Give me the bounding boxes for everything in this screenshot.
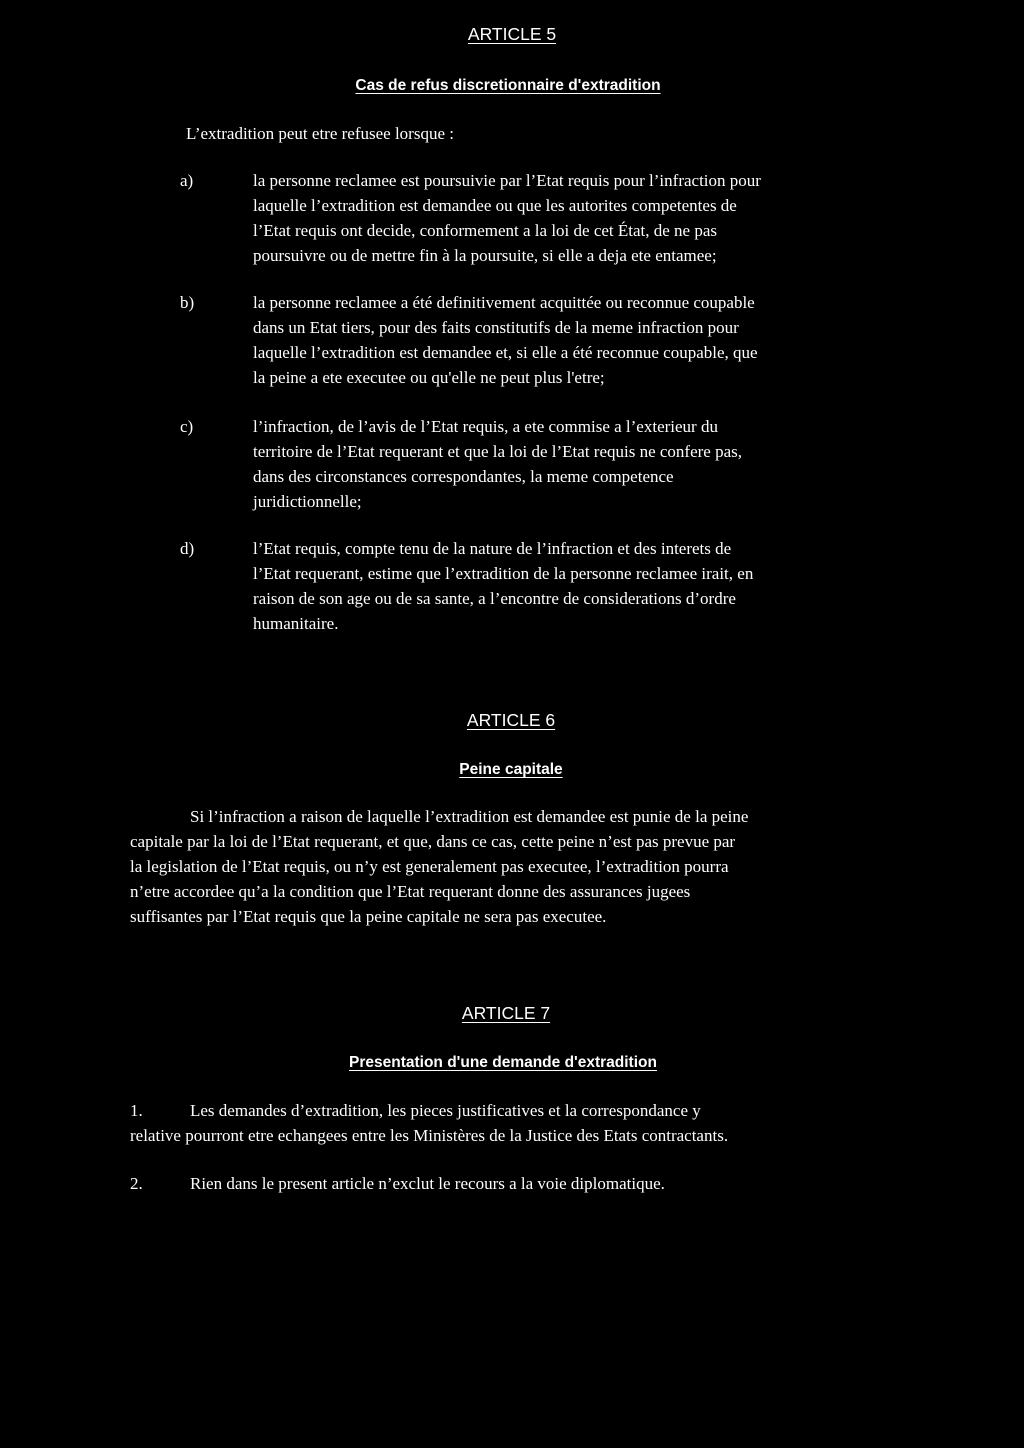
article-6-paragraph bbox=[130, 804, 910, 929]
item-line: poursuivre ou de mettre fin à la poursuite, si elle a deja ete entamee; bbox=[253, 246, 717, 265]
item-marker: d) bbox=[180, 539, 195, 558]
paragraph-line: Rien dans le present article n’exclut le recours a la voie diplomatique. bbox=[190, 1174, 665, 1193]
item-line: l’Etat requis ont decide, conformement a la loi de cet État, de ne pas bbox=[253, 221, 718, 240]
article-5-intro: L’extradition peut etre refusee lorsque : bbox=[186, 124, 454, 143]
item-text bbox=[253, 290, 893, 390]
paragraph-line: Les demandes d’extradition, les pieces justificatives et la correspondance y bbox=[190, 1101, 701, 1120]
item-marker: a) bbox=[180, 171, 194, 190]
item-marker: c) bbox=[180, 417, 194, 436]
paragraph-line: la legislation de l’Etat requis, ou n’y est generalement pas executee, l’extradition pourra bbox=[130, 857, 729, 876]
item-line: l’Etat requis, compte tenu de la nature de l’infraction et des interets de bbox=[253, 539, 732, 558]
paragraph-line: suffisantes par l’Etat requis que la peine capitale ne sera pas executee. bbox=[130, 907, 607, 926]
article-6-subheading: Peine capitale bbox=[459, 761, 563, 778]
item-line: territoire de l’Etat requerant et que la loi de l’Etat requis ne confere pas, bbox=[253, 442, 742, 461]
item-line: l’Etat requerant, estime que l’extradition de la personne reclamee irait, en bbox=[253, 564, 754, 583]
item-line: juridictionnelle; bbox=[253, 492, 362, 511]
article-7-subheading: Presentation d'une demande d'extradition bbox=[349, 1054, 657, 1071]
item-line: dans des circonstances correspondantes, la meme competence bbox=[253, 467, 674, 486]
item-line: dans un Etat tiers, pour des faits constitutifs de la meme infraction pour bbox=[253, 318, 739, 337]
paragraph-number: 1. bbox=[130, 1101, 143, 1120]
paragraph-line: relative pourront etre echangees entre les Ministères de la Justice des Etats contractants. bbox=[130, 1126, 729, 1145]
item-line: l’infraction, de l’avis de l’Etat requis, a ete commise a l’exterieur du bbox=[253, 417, 718, 436]
paragraph-number: 2. bbox=[130, 1174, 143, 1193]
article-5-subheading: Cas de refus discretionnaire d'extradition bbox=[355, 77, 661, 94]
paragraph-line: capitale par la loi de l’Etat requerant, et que, dans ce cas, cette peine n’est pas prevue par bbox=[130, 832, 736, 851]
item-line: raison de son age ou de sa sante, a l’encontre de considerations d’ordre bbox=[253, 589, 736, 608]
item-line: laquelle l’extradition est demandee et, si elle a été reconnue coupable, que bbox=[253, 343, 758, 362]
paragraph-line: n’etre accordee qu’a la condition que l’Etat requerant donne des assurances jugees bbox=[130, 882, 691, 901]
item-line: humanitaire. bbox=[253, 614, 339, 633]
article-7-heading: ARTICLE 7 bbox=[461, 1003, 551, 1023]
item-line: la personne reclamee a été definitivement acquittée ou reconnue coupable bbox=[253, 293, 755, 312]
item-text bbox=[253, 168, 893, 268]
article-6-heading: ARTICLE 6 bbox=[466, 710, 556, 730]
item-marker: b) bbox=[180, 293, 195, 312]
item-line: la personne reclamee est poursuivie par l’Etat requis pour l’infraction pour bbox=[253, 171, 761, 190]
paragraph-line: Si l’infraction a raison de laquelle l’extradition est demandee est punie de la peine bbox=[190, 807, 749, 826]
item-text bbox=[253, 414, 893, 514]
item-line: laquelle l’extradition est demandee ou que les autorites competentes de bbox=[253, 196, 737, 215]
article-5-heading: ARTICLE 5 bbox=[467, 24, 557, 44]
item-line: la peine a ete executee ou qu'elle ne peut plus l'etre; bbox=[253, 368, 605, 387]
item-text bbox=[253, 536, 893, 636]
